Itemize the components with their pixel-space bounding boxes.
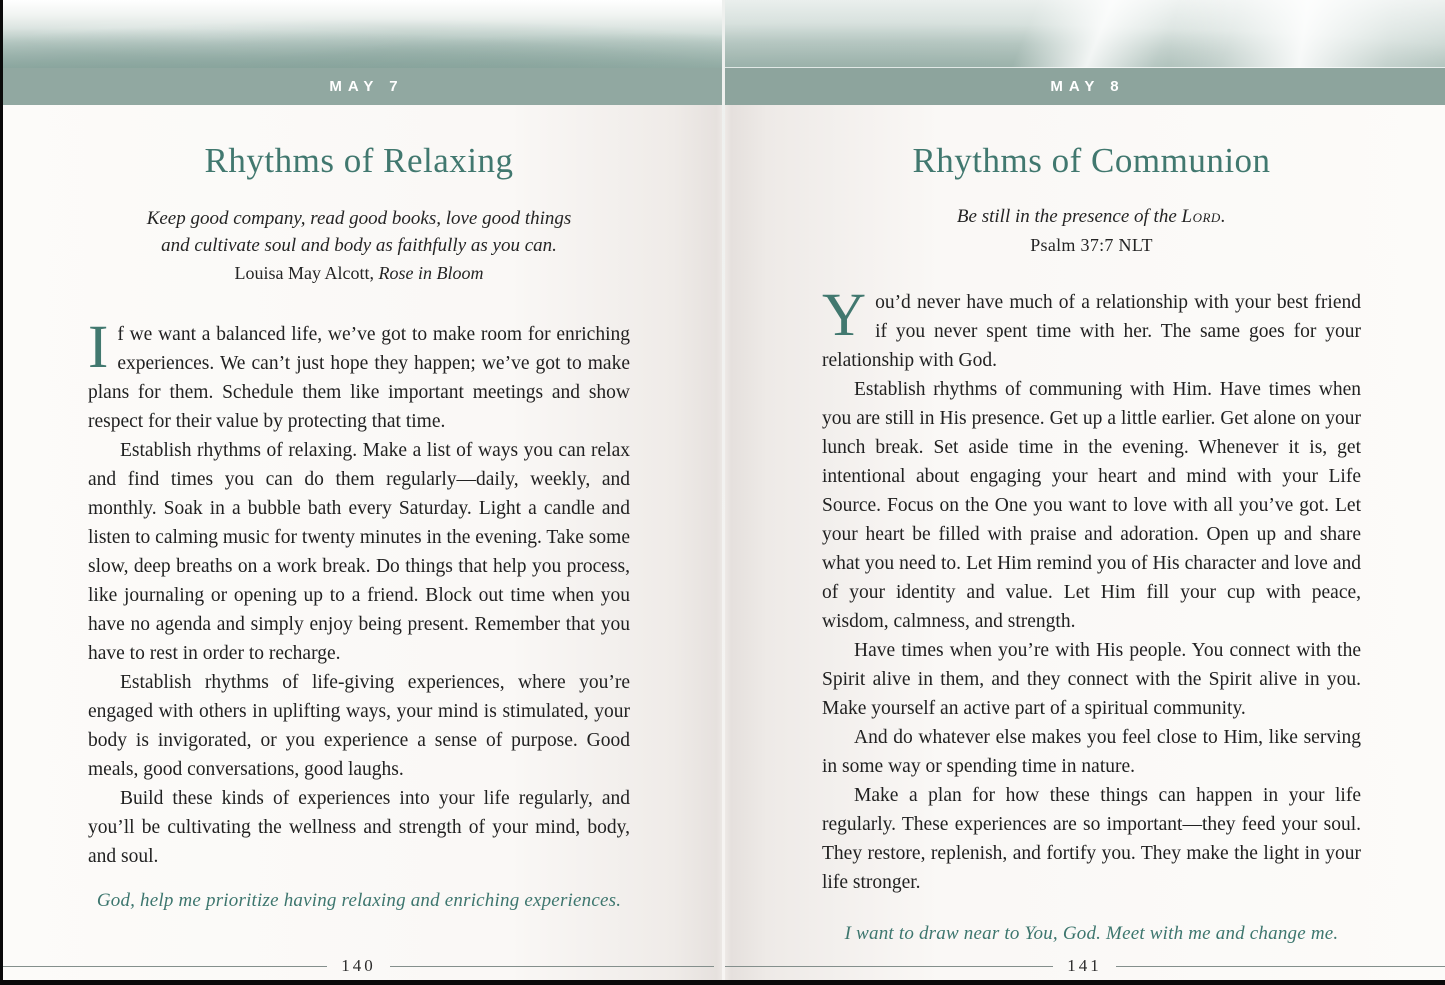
- scripture-text: Be still in the presence of the: [956, 206, 1182, 227]
- epigraph-line: and cultivate soul and body as faithfully as you can.: [161, 235, 557, 256]
- paragraph: Establish rhythms of life-giving experiences, where you’re engaged with others in uplifting ways, your mind is stimulated, your body is invigorated, or you experience a sense of purpose. Good meals, good conversations, good laughs.: [88, 672, 630, 780]
- scripture-epigraph: [822, 203, 1361, 259]
- paragraph: Make a plan for how these things can happen in your life regularly. These experiences are so important—they feed your soul. They restore, replenish, and fortify you. They make the light in your life stronger.: [822, 785, 1361, 893]
- paragraph: Establish rhythms of relaxing. Make a list of ways you can relax and find times you can do them regularly—daily, weekly, and monthly. Soak in a bubble bath every Saturday. Light a candle and listen to calming music for twenty minutes in the evening. Take some slow, deep breaths on a work break. Do things that help you process, like journaling or opening up to a friend. Block out time when you have no agenda and simply enjoy being present. Remember that you have to rest in order to recharge.: [88, 440, 631, 664]
- footer-rule: [3, 966, 327, 967]
- page-content: [3, 141, 724, 980]
- page-footer: [3, 956, 724, 976]
- epigraph-line: Keep good company, read good books, love good things: [146, 208, 572, 229]
- epigraph: [88, 205, 630, 287]
- page-gutter: [722, 0, 725, 980]
- date-bar: [3, 68, 724, 105]
- body-text: [88, 314, 631, 871]
- page-right: [724, 0, 1445, 980]
- paragraph: [88, 314, 630, 436]
- date-bar: [724, 68, 1445, 105]
- dropcap: I: [88, 314, 109, 381]
- paragraph-text: f we want a balanced life, we’ve got to make room for enriching experiences. We can’t just hope they happen; we’ve got to make plans for them. Schedule them like important meetings and show respect for their value by protecting that time.: [88, 324, 630, 432]
- page-content: [724, 141, 1445, 980]
- page-number: 141: [1067, 956, 1102, 975]
- attribution-name: Louisa May Alcott,: [234, 263, 374, 283]
- watercolor-band: [724, 0, 1445, 68]
- scripture-lord: Lord.: [1181, 206, 1227, 227]
- paragraph: Have times when you’re with His people. You connect with the Spirit alive in them, and they connect with the Spirit alive in you. Make yourself an active part of a spiritual community.: [822, 640, 1361, 719]
- watercolor-band: [3, 0, 724, 68]
- footer-rule: [724, 966, 1053, 967]
- paragraph: [822, 282, 1361, 375]
- paragraph-text: ou’d never have much of a relationship with your best friend if you never spent time with her. The same goes for your relationship with God.: [822, 292, 1361, 371]
- page-number: 140: [341, 956, 376, 975]
- closing-prayer: I want to draw near to You, God. Meet with me and change me.: [844, 923, 1339, 944]
- attribution-work: Rose in Bloom: [378, 263, 484, 283]
- chapter-title: Rhythms of Relaxing: [204, 141, 514, 180]
- paragraph: Build these kinds of experiences into your life regularly, and you’ll be cultivating the wellness and strength of your mind, body, and soul.: [88, 788, 630, 867]
- dropcap: Y: [822, 282, 867, 349]
- footer-rule: [390, 966, 714, 967]
- paragraph: And do whatever else makes you feel close to Him, like serving in some way or spending time in nature.: [822, 727, 1361, 777]
- scripture-reference: Psalm 37:7 NLT: [1030, 235, 1153, 255]
- closing-prayer: God, help me prioritize having relaxing and enriching experiences.: [96, 890, 622, 911]
- body-text: [822, 282, 1361, 897]
- paragraph: Establish rhythms of communing with Him. Have times when you are still in His presence. Get up a little earlier. Get alone on your lunch break. Set aside time in the evening. Whenever it is, get intentional about engaging your heart and mind with your Life Source. Focus on the One you want to love with all you’ve got. Let your heart be filled with praise and adoration. Open up and share what you need to. Let Him remind you of His character and love and of your identity and value. Let Him fill your cup with peace, wisdom, calmness, and strength.: [822, 379, 1361, 632]
- footer-rule: [1116, 966, 1445, 967]
- page-left: [3, 0, 724, 980]
- page-footer: [724, 956, 1445, 976]
- date-label: MAY 8: [1050, 78, 1125, 95]
- date-label: MAY 7: [329, 78, 404, 95]
- epigraph-attribution: [88, 260, 630, 287]
- chapter-title: Rhythms of Communion: [912, 141, 1271, 180]
